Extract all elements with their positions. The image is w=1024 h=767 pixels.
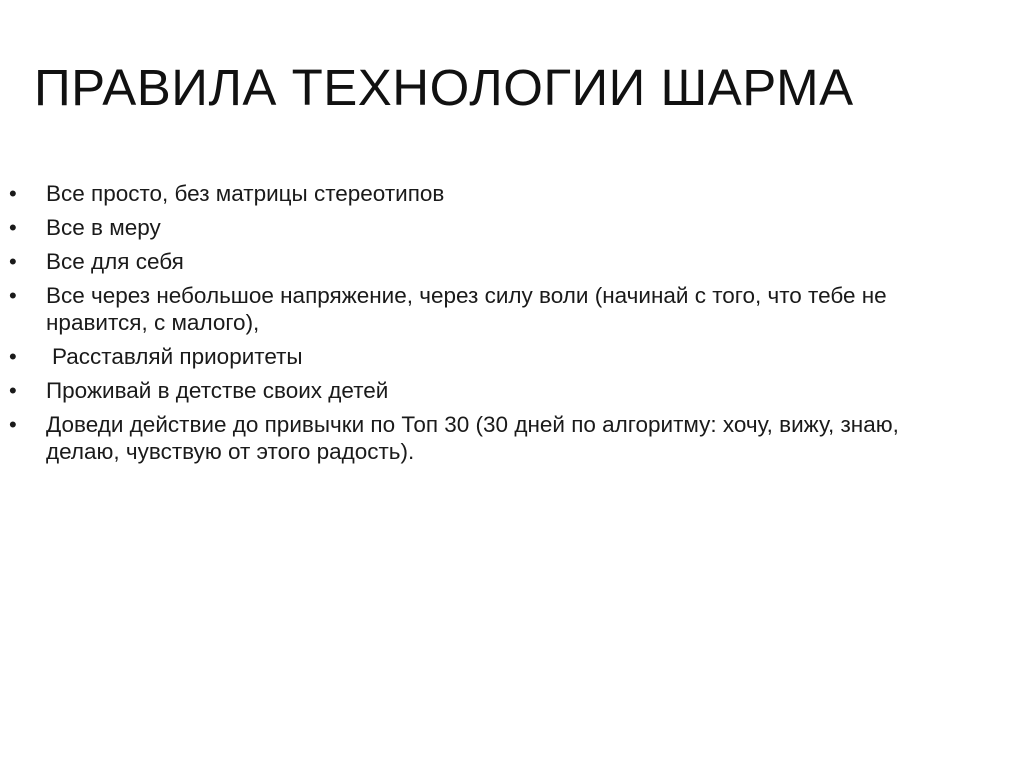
list-item-text: Все просто, без матрицы стереотипов bbox=[46, 181, 445, 206]
bullet-icon: • bbox=[9, 344, 17, 369]
list-item bbox=[0, 282, 930, 336]
bullet-icon: • bbox=[9, 215, 17, 240]
slide-title: ПРАВИЛА ТЕХНОЛОГИИ ШАРМА bbox=[34, 59, 854, 116]
list-item bbox=[0, 248, 930, 275]
list-item bbox=[0, 343, 930, 370]
list-item-text: Расставляй приоритеты bbox=[52, 344, 303, 369]
list-item bbox=[0, 377, 930, 404]
list-item bbox=[0, 180, 930, 207]
bullet-icon: • bbox=[9, 283, 17, 308]
list-item-text: Все через небольшое напряжение, через силу воли (начинай с того, что тебе не нравится, с малого), bbox=[46, 283, 887, 335]
list-item-text: Доведи действие до привычки по Топ 30 (30 дней по алгоритму: хочу, вижу, знаю, делаю, чувствую от этого радость). bbox=[46, 412, 899, 464]
list-item-text: Все в меру bbox=[46, 215, 161, 240]
list-item bbox=[0, 411, 930, 465]
list-item-text: Проживай в детстве своих детей bbox=[46, 378, 389, 403]
bullet-icon: • bbox=[9, 378, 17, 403]
bullet-icon: • bbox=[9, 249, 17, 274]
bullet-icon: • bbox=[9, 181, 17, 206]
list-item bbox=[0, 214, 930, 241]
bullet-list bbox=[0, 180, 930, 472]
bullet-icon: • bbox=[9, 412, 17, 437]
list-item-text: Все для себя bbox=[46, 249, 184, 274]
